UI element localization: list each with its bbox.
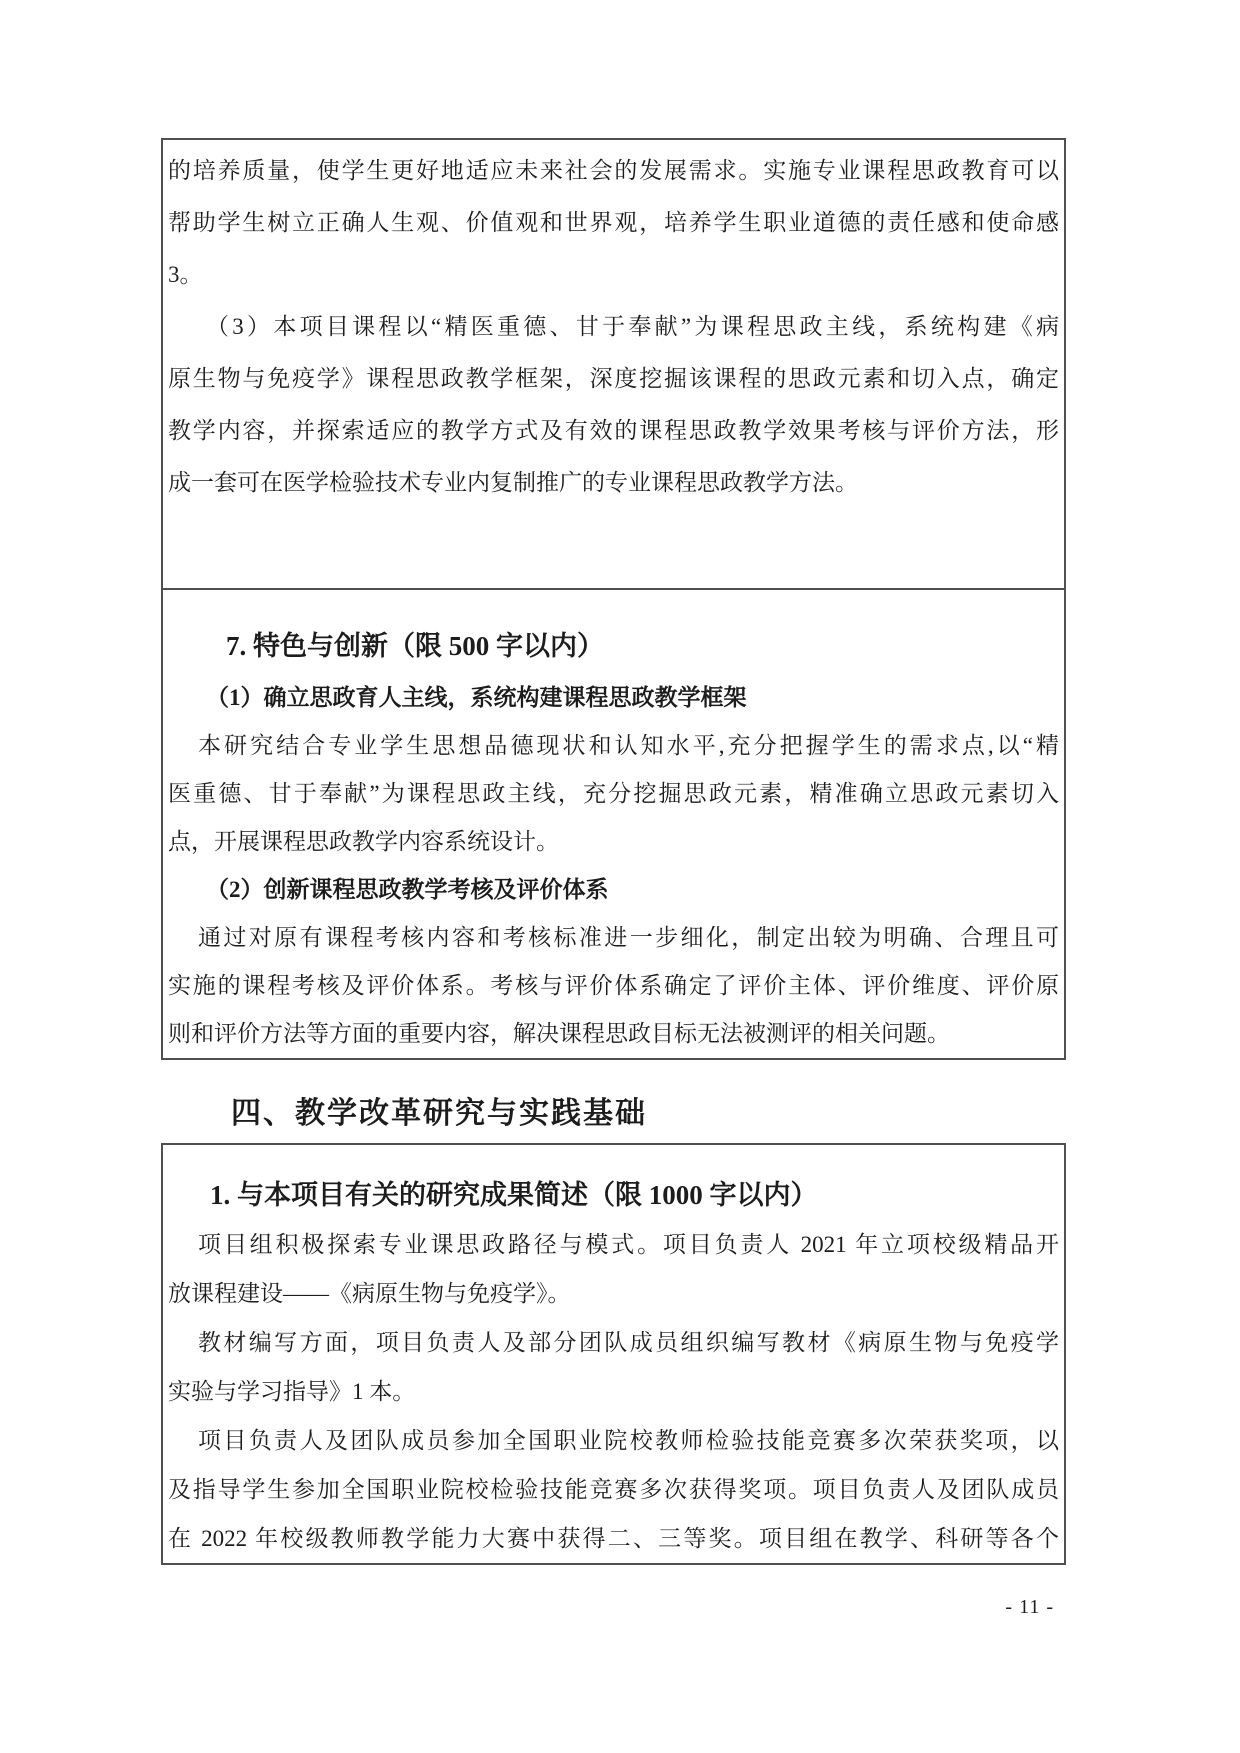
results-section-heading: 1. 与本项目有关的研究成果简述（限 1000 字以内） bbox=[210, 1180, 818, 1210]
text-line: 教材编写方面，项目负责人及部分团队成员组织编写教材《病原生物与免疫学 bbox=[198, 1330, 1059, 1355]
project-form-table-upper bbox=[161, 138, 1066, 1060]
page-number: - 11 - bbox=[1005, 1596, 1054, 1618]
project-form-table-results bbox=[161, 1143, 1066, 1565]
paragraph-item2 bbox=[168, 914, 1059, 1058]
text-line: 项目负责人及团队成员参加全国职业院校教师检验技能竞赛多次荣获奖项，以 bbox=[198, 1428, 1059, 1453]
text-line: 医重德、甘于奉献”为课程思政主线，充分挖掘思政元素，精准确立思政元素切入 bbox=[168, 781, 1059, 806]
text-line: 成一套可在医学检验技术专业内复制推广的专业课程思政教学方法。 bbox=[168, 470, 858, 495]
text-line: 点，开展课程思政教学内容系统设计。 bbox=[168, 829, 559, 854]
features-section-heading: 7. 特色与创新（限 500 字以内） bbox=[226, 631, 604, 661]
text-line: 及指导学生参加全国职业院校检验技能竞赛多次获得奖项。项目负责人及团队成员 bbox=[168, 1477, 1059, 1502]
text-line: 在 2022 年校级教师教学能力大赛中获得二、三等奖。项目组在教学、科研等各个 bbox=[168, 1526, 1059, 1551]
section4-heading: 四、教学改革研究与实践基础 bbox=[231, 1097, 647, 1130]
features-item1-title: （1）确立思政育人主线，系统构建课程思政教学框架 bbox=[206, 685, 747, 710]
cell-research-results bbox=[163, 1145, 1064, 1563]
text-line: 放课程建设——《病原生物与免疫学》。 bbox=[168, 1281, 571, 1306]
text-line: 通过对原有课程考核内容和考核标准进一步细化，制定出较为明确、合理且可 bbox=[198, 925, 1059, 950]
text-line: （3）本项目课程以“精医重德、甘于奉献”为课程思政主线，系统构建《病 bbox=[206, 314, 1059, 339]
text-line: 教学内容，并探索适应的教学方式及有效的课程思政教学效果考核与评价方法，形 bbox=[168, 418, 1059, 443]
paragraph-results3 bbox=[168, 1416, 1059, 1563]
paragraph-item1 bbox=[168, 722, 1059, 866]
paragraph-project-mainline bbox=[168, 301, 1059, 509]
text-line: 3。 bbox=[168, 262, 203, 287]
features-item2-title: （2）创新课程思政教学考核及评价体系 bbox=[206, 877, 609, 902]
text-line: 实验与学习指导》1 本。 bbox=[168, 1379, 416, 1404]
text-line: 的培养质量，使学生更好地适应未来社会的发展需求。实施专业课程思政教育可以 bbox=[168, 158, 1059, 183]
paragraph-results2 bbox=[168, 1318, 1059, 1416]
text-line: 则和评价方法等方面的重要内容，解决课程思政目标无法被测评的相关问题。 bbox=[168, 1021, 950, 1046]
text-line: 原生物与免疫学》课程思政教学框架，深度挖掘该课程的思政元素和切入点，确定 bbox=[168, 366, 1059, 391]
text-line: 本研究结合专业学生思想品德现状和认知水平,充分把握学生的需求点,以“精 bbox=[198, 733, 1059, 758]
cell-objectives-continued bbox=[163, 140, 1064, 590]
paragraph-quality bbox=[168, 145, 1059, 301]
paragraph-results1 bbox=[168, 1220, 1059, 1318]
text-line: 项目组积极探索专业课思政路径与模式。项目负责人 2021 年立项校级精品开 bbox=[198, 1232, 1059, 1257]
text-line: 帮助学生树立正确人生观、价值观和世界观，培养学生职业道德的责任感和使命感 bbox=[168, 210, 1059, 235]
cell-features-innovation bbox=[163, 590, 1064, 1058]
text-line: 实施的课程考核及评价体系。考核与评价体系确定了评价主体、评价维度、评价原 bbox=[168, 973, 1059, 998]
